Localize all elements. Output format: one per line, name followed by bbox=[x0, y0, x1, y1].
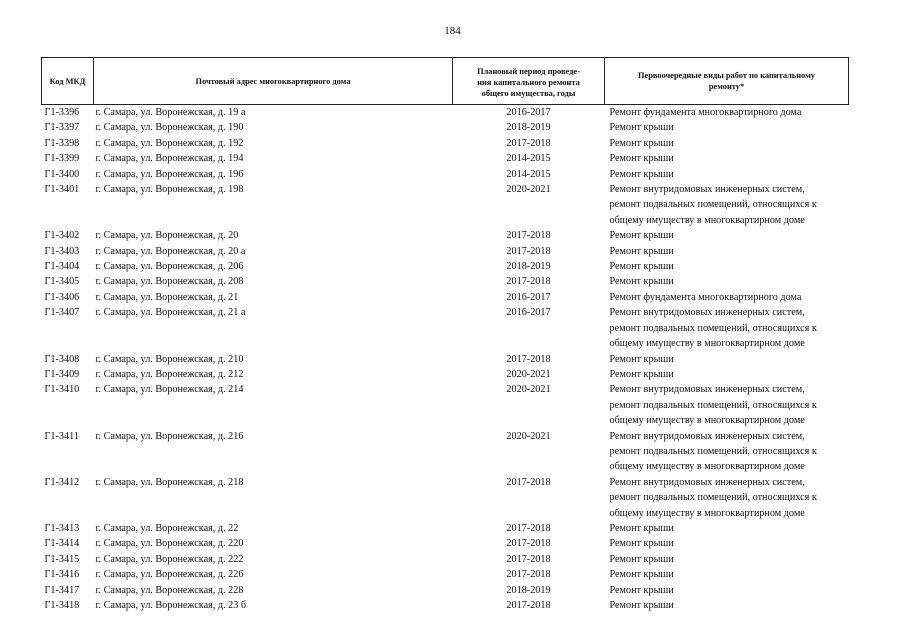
works-line: Ремонт внутридомовых инженерных систем, bbox=[609, 184, 805, 196]
mkd-code-cell: Г1-3400 bbox=[44, 168, 80, 180]
address-cell: г. Самара, ул. Воронежская, д. 20 bbox=[95, 230, 239, 242]
works-cell bbox=[605, 521, 849, 536]
address-cell: г. Самара, ул. Воронежская, д. 22 bbox=[95, 522, 239, 534]
address-cell: г. Самара, ул. Воронежская, д. 220 bbox=[95, 538, 244, 550]
period-cell: 2020-2021 bbox=[506, 368, 551, 380]
works-cell bbox=[605, 290, 849, 305]
table-row bbox=[42, 583, 849, 598]
works-line: ремонт подвальных помещений, относящихся к bbox=[609, 399, 817, 411]
table-row bbox=[42, 305, 849, 351]
works-cell bbox=[605, 136, 849, 151]
address-cell: г. Самара, ул. Воронежская, д. 222 bbox=[95, 553, 244, 565]
works-cell bbox=[605, 536, 849, 551]
header-code: Код МКД bbox=[42, 58, 94, 105]
table-body bbox=[42, 105, 849, 614]
mkd-code-cell: Г1-3396 bbox=[44, 107, 80, 118]
address-cell: г. Самара, ул. Воронежская, д. 228 bbox=[95, 584, 244, 596]
address-cell: г. Самара, ул. Воронежская, д. 21 а bbox=[95, 307, 246, 319]
mkd-code-cell: Г1-3413 bbox=[44, 522, 80, 534]
period-cell: 2017-2018 bbox=[506, 276, 551, 288]
table-row bbox=[42, 429, 849, 475]
header-period-line: ния капитального ремонта bbox=[477, 77, 580, 87]
works-line: общему имуществу в многоквартирном доме bbox=[609, 461, 805, 473]
housing-repair-table bbox=[41, 57, 849, 613]
table-row bbox=[42, 567, 849, 582]
works-cell bbox=[605, 352, 849, 367]
mkd-code-cell: Г1-3402 bbox=[44, 230, 80, 242]
table-row bbox=[42, 182, 849, 228]
table-row bbox=[42, 521, 849, 536]
table-row bbox=[42, 352, 849, 367]
table-row bbox=[42, 598, 849, 613]
address-cell: г. Самара, ул. Воронежская, д. 194 bbox=[95, 153, 244, 165]
works-cell bbox=[605, 259, 849, 274]
works-cell bbox=[605, 552, 849, 567]
works-line: ремонт подвальных помещений, относящихся к bbox=[609, 492, 817, 504]
table-row bbox=[42, 475, 849, 521]
works-line: Ремонт крыши bbox=[609, 168, 674, 180]
header-works bbox=[605, 58, 849, 105]
period-cell: 2017-2018 bbox=[506, 353, 551, 365]
mkd-code-cell: Г1-3412 bbox=[44, 476, 80, 488]
address-cell: г. Самара, ул. Воронежская, д. 226 bbox=[95, 569, 244, 581]
mkd-code-cell: Г1-3418 bbox=[44, 600, 80, 611]
table-row bbox=[42, 552, 849, 567]
header-address: Почтовый адрес многоквартирного дома bbox=[94, 58, 453, 105]
mkd-code-cell: Г1-3398 bbox=[44, 137, 80, 149]
address-cell: г. Самара, ул. Воронежская, д. 192 bbox=[95, 137, 244, 149]
address-cell: г. Самара, ул. Воронежская, д. 216 bbox=[95, 430, 244, 442]
works-line: Ремонт крыши bbox=[609, 553, 674, 565]
works-line: Ремонт внутридомовых инженерных систем, bbox=[609, 384, 805, 396]
works-cell bbox=[605, 567, 849, 582]
mkd-code-cell: Г1-3416 bbox=[44, 569, 80, 581]
works-line: Ремонт крыши bbox=[609, 569, 674, 581]
table-row bbox=[42, 228, 849, 243]
works-line: ремонт подвальных помещений, относящихся к bbox=[609, 445, 817, 457]
header-period bbox=[453, 58, 605, 105]
address-cell: г. Самара, ул. Воронежская, д. 20 а bbox=[95, 245, 246, 257]
works-line: Ремонт крыши bbox=[609, 368, 674, 380]
period-cell: 2014-2015 bbox=[506, 168, 551, 180]
works-line: ремонт подвальных помещений, относящихся к bbox=[609, 199, 817, 211]
mkd-code-cell: Г1-3406 bbox=[44, 291, 80, 303]
mkd-code-cell: Г1-3410 bbox=[44, 384, 80, 396]
header-works-line: Первоочередные виды работ по капитальному bbox=[638, 71, 815, 80]
works-cell bbox=[605, 429, 849, 475]
works-cell bbox=[605, 151, 849, 166]
works-line: Ремонт крыши bbox=[609, 353, 674, 365]
period-cell: 2017-2018 bbox=[506, 553, 551, 565]
period-cell: 2020-2021 bbox=[506, 430, 551, 442]
works-line: Ремонт крыши bbox=[609, 137, 674, 149]
period-cell: 2020-2021 bbox=[506, 384, 551, 396]
period-cell: 2017-2018 bbox=[506, 522, 551, 534]
works-cell bbox=[605, 167, 849, 182]
works-line: Ремонт крыши bbox=[609, 245, 674, 257]
works-line: Ремонт крыши bbox=[609, 584, 674, 596]
period-cell: 2017-2018 bbox=[506, 569, 551, 581]
table-row bbox=[42, 136, 849, 151]
mkd-code-cell: Г1-3411 bbox=[44, 430, 79, 442]
table-row bbox=[42, 244, 849, 259]
mkd-code-cell: Г1-3407 bbox=[44, 307, 80, 319]
address-cell: г. Самара, ул. Воронежская, д. 210 bbox=[95, 353, 244, 365]
header-works-line: ремонту* bbox=[708, 82, 745, 91]
works-line: Ремонт фундамента многоквартирного дома bbox=[609, 291, 802, 303]
period-cell: 2018-2019 bbox=[506, 261, 551, 273]
table-header bbox=[42, 58, 849, 105]
period-cell: 2017-2018 bbox=[506, 245, 551, 257]
mkd-code-cell: Г1-3405 bbox=[44, 276, 80, 288]
table-row bbox=[42, 167, 849, 182]
works-cell bbox=[605, 583, 849, 598]
works-cell bbox=[605, 367, 849, 382]
table-row bbox=[42, 105, 849, 121]
address-cell: г. Самара, ул. Воронежская, д. 21 bbox=[95, 291, 239, 303]
period-cell: 2018-2019 bbox=[506, 122, 551, 134]
table-row bbox=[42, 382, 849, 428]
table-row bbox=[42, 120, 849, 135]
table-row bbox=[42, 290, 849, 305]
header-period-line: Плановый период проведе- bbox=[477, 66, 580, 76]
works-line: Ремонт крыши bbox=[609, 600, 674, 611]
address-cell: г. Самара, ул. Воронежская, д. 23 б bbox=[95, 600, 247, 611]
works-cell bbox=[605, 228, 849, 243]
works-cell bbox=[605, 182, 849, 228]
table-row bbox=[42, 151, 849, 166]
works-line: Ремонт внутридомовых инженерных систем, bbox=[609, 430, 805, 442]
address-cell: г. Самара, ул. Воронежская, д. 214 bbox=[95, 384, 244, 396]
table-row bbox=[42, 367, 849, 382]
period-cell: 2016-2017 bbox=[506, 107, 551, 118]
works-cell bbox=[605, 105, 849, 121]
works-line: Ремонт крыши bbox=[609, 538, 674, 550]
works-cell bbox=[605, 598, 849, 613]
mkd-code-cell: Г1-3403 bbox=[44, 245, 80, 257]
table-row bbox=[42, 259, 849, 274]
works-cell bbox=[605, 274, 849, 289]
works-line: Ремонт крыши bbox=[609, 522, 674, 534]
address-cell: г. Самара, ул. Воронежская, д. 212 bbox=[95, 368, 244, 380]
address-cell: г. Самара, ул. Воронежская, д. 218 bbox=[95, 476, 244, 488]
works-cell bbox=[605, 382, 849, 428]
mkd-code-cell: Г1-3415 bbox=[44, 553, 80, 565]
period-cell: 2017-2018 bbox=[506, 476, 551, 488]
works-line: Ремонт крыши bbox=[609, 261, 674, 273]
address-cell: г. Самара, ул. Воронежская, д. 206 bbox=[95, 261, 244, 273]
works-line: Ремонт крыши bbox=[609, 230, 674, 242]
works-line: ремонт подвальных помещений, относящихся к bbox=[609, 322, 817, 334]
period-cell: 2017-2018 bbox=[506, 538, 551, 550]
works-line: общему имуществу в многоквартирном доме bbox=[609, 214, 805, 226]
period-cell: 2016-2017 bbox=[506, 291, 551, 303]
mkd-code-cell: Г1-3404 bbox=[44, 261, 80, 273]
mkd-code-cell: Г1-3417 bbox=[44, 584, 80, 596]
period-cell: 2017-2018 bbox=[506, 600, 551, 611]
works-line: Ремонт крыши bbox=[609, 122, 674, 134]
works-cell bbox=[605, 305, 849, 351]
works-cell bbox=[605, 120, 849, 135]
address-cell: г. Самара, ул. Воронежская, д. 196 bbox=[95, 168, 244, 180]
table-row bbox=[42, 536, 849, 551]
address-cell: г. Самара, ул. Воронежская, д. 19 а bbox=[95, 107, 246, 118]
page-number: 184 bbox=[444, 25, 461, 37]
works-line: Ремонт крыши bbox=[609, 276, 674, 288]
works-cell bbox=[605, 475, 849, 521]
works-line: общему имуществу в многоквартирном доме bbox=[609, 338, 805, 350]
period-cell: 2017-2018 bbox=[506, 137, 551, 149]
period-cell: 2018-2019 bbox=[506, 584, 551, 596]
address-cell: г. Самара, ул. Воронежская, д. 208 bbox=[95, 276, 244, 288]
works-line: общему имуществу в многоквартирном доме bbox=[609, 507, 805, 519]
works-line: Ремонт внутридомовых инженерных систем, bbox=[609, 476, 805, 488]
period-cell: 2016-2017 bbox=[506, 307, 551, 319]
works-cell bbox=[605, 244, 849, 259]
mkd-code-cell: Г1-3414 bbox=[44, 538, 80, 550]
period-cell: 2014-2015 bbox=[506, 153, 551, 165]
period-cell: 2017-2018 bbox=[506, 230, 551, 242]
address-cell: г. Самара, ул. Воронежская, д. 198 bbox=[95, 184, 244, 196]
mkd-code-cell: Г1-3408 bbox=[44, 353, 80, 365]
address-cell: г. Самара, ул. Воронежская, д. 190 bbox=[95, 122, 244, 134]
works-line: Ремонт фундамента многоквартирного дома bbox=[609, 107, 802, 118]
works-line: Ремонт крыши bbox=[609, 153, 674, 165]
works-line: общему имуществу в многоквартирном доме bbox=[609, 415, 805, 427]
mkd-code-cell: Г1-3409 bbox=[44, 368, 80, 380]
mkd-code-cell: Г1-3397 bbox=[44, 122, 80, 134]
table-row bbox=[42, 274, 849, 289]
period-cell: 2020-2021 bbox=[506, 184, 551, 196]
mkd-code-cell: Г1-3399 bbox=[44, 153, 80, 165]
works-line: Ремонт внутридомовых инженерных систем, bbox=[609, 307, 805, 319]
mkd-code-cell: Г1-3401 bbox=[44, 184, 80, 196]
header-period-line: общего имущества, годы bbox=[481, 88, 576, 98]
